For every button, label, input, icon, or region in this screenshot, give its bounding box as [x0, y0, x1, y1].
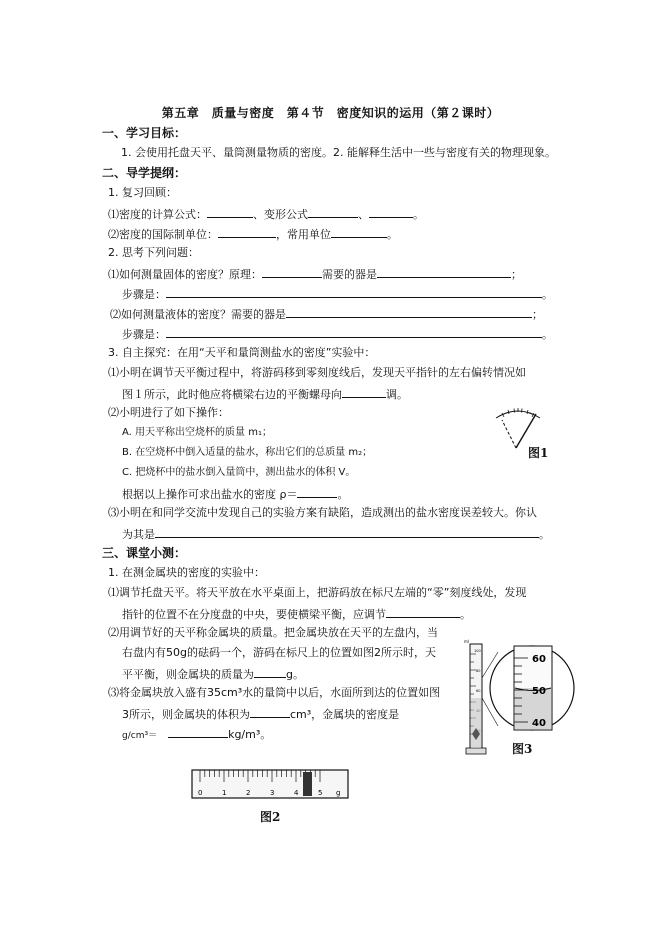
figure-2-caption: 图2 — [260, 810, 281, 824]
ruler-label-g: g — [336, 789, 341, 797]
blank-solid-steps[interactable] — [166, 286, 542, 298]
blank-nut-direction[interactable] — [342, 386, 386, 398]
cyl-mark-50: 50 — [532, 686, 546, 697]
blank-variant-1[interactable] — [308, 206, 358, 218]
pointer-left-dashed — [502, 420, 516, 448]
liquid-density-line: ⑵如何测量液体的密度？需要的器是 ； — [110, 308, 543, 321]
svg-text:60: 60 — [476, 689, 481, 693]
cyl-unit: ml — [464, 639, 470, 644]
figure-3-cylinder-diagram — [462, 638, 582, 756]
explore-1b: 图１所示，此时他应将横梁右边的平衡螺母向 调。 — [122, 388, 408, 401]
figure-2-ruler-diagram — [190, 766, 350, 802]
think-heading: 2. 思考下列问题： — [108, 246, 199, 259]
ruler-label-4: 4 — [294, 789, 299, 797]
section-3-heading: 三、课堂小测： — [102, 546, 187, 560]
section-1-heading: 一、学习目标： — [102, 126, 187, 140]
figure-3-caption: 图3 — [512, 742, 533, 756]
blank-brine-density[interactable] — [297, 486, 337, 498]
review-heading: 1. 复习回顾： — [108, 186, 177, 199]
learning-goals: 1. 会使用托盘天平、量筒测量物质的密度。2. 能解释生活中一些与密度有关的物理现象。 — [121, 146, 556, 159]
operation-b: B. 在空烧杯中倒入适量的盐水，称出它们的总质量 m₂； — [122, 447, 373, 458]
blank-variant-2[interactable] — [369, 206, 413, 218]
blank-density[interactable] — [168, 726, 228, 738]
operation-c: C. 把烧杯中的盐水倒入量筒中，测出盐水的体积 V。 — [122, 467, 356, 478]
quiz-q1-2b: 右盘内有50g的砝码一个，游码在标尺上的位置如图2所示时，天 — [122, 646, 436, 659]
quiz-q1-1a: ⑴调节托盘天平。将天平放在水平桌面上，把游码放在标尺左端的“零”刻度线处，发现 — [108, 586, 527, 599]
explore-3b: 为其是 。 — [122, 528, 550, 541]
quiz-q1: 1. 在测金属块的密度的实验中： — [108, 566, 265, 579]
quiz-q1-3b: 3所示，则金属块的体积为 cm³，金属块的密度是 — [122, 708, 400, 721]
unit-line: ⑵密度的国际制单位： ，常用单位 。 — [108, 228, 398, 241]
ruler-label-0: 0 — [198, 789, 203, 797]
blank-liquid-steps[interactable] — [166, 326, 542, 338]
ruler-label-3: 3 — [270, 789, 275, 797]
blank-si-unit[interactable] — [218, 226, 276, 238]
blank-mass[interactable] — [254, 666, 286, 678]
explore-2: ⑵小明进行了如下操作： — [108, 406, 229, 419]
quiz-q1-1b: 指针的位置不在分度盘的中央，要使横梁平衡，应调节 。 — [122, 608, 471, 621]
quiz-q1-3d: g/cm³＝ kg/m³。 — [122, 728, 272, 741]
ruler-label-1: 1 — [222, 789, 227, 797]
blank-flaw-reason[interactable] — [155, 526, 539, 538]
pointer-needle — [516, 414, 536, 448]
svg-text:80: 80 — [476, 669, 481, 673]
svg-text:100: 100 — [474, 649, 481, 653]
ruler-label-5: 5 — [318, 789, 323, 797]
blank-common-unit[interactable] — [331, 226, 387, 238]
blank-volume[interactable] — [250, 706, 290, 718]
formula-line: ⑴密度的计算公式： 、变形公式 、 。 — [108, 208, 424, 221]
explore-heading: 3. 自主探究：在用“天平和量筒测盐水的密度”实验中： — [108, 346, 376, 359]
cyl-mark-60: 60 — [532, 654, 546, 665]
quiz-q1-2a: ⑵用调节好的天平称金属块的质量。把金属块放在天平的左盘内，当 — [108, 626, 438, 639]
operation-a: A. 用天平称出空烧杯的质量 m₁； — [122, 427, 272, 438]
quiz-q1-3a: ⑶将金属块放入盛有35cm³水的量筒中以后，水面所到达的位置如图 — [108, 686, 441, 699]
section-2-heading: 二、导学提纲： — [102, 166, 187, 180]
blank-adjust[interactable] — [386, 606, 460, 618]
solid-density-line: ⑴如何测量固体的密度？原理： 需要的器是 ； — [108, 268, 522, 281]
density-calc-line: 根据以上操作可求出盐水的密度 ρ＝ 。 — [122, 488, 349, 501]
rider — [303, 772, 312, 796]
quiz-q1-2c: 平平衡，则金属块的质量为 g。 — [122, 668, 304, 681]
cyl-mark-40: 40 — [532, 718, 546, 729]
figure-1-caption: 图1 — [528, 446, 549, 460]
cylinder-base — [466, 748, 486, 754]
explore-1a: ⑴小明在调节天平衡过程中，将游码移到零刻度线后，发现天平指针的左右偏转情况如 — [108, 366, 526, 379]
blank-liquid-tools[interactable] — [286, 306, 532, 318]
page-title: 第五章 质量与密度 第４节 密度知识的运用（第２课时） — [161, 106, 500, 120]
explore-3a: ⑶小明在和同学交流中发现自己的实验方案有缺陷，造成测出的盐水密度误差较大。你认 — [108, 506, 537, 519]
solid-steps-line: 步骤是： 。 — [122, 288, 553, 301]
liquid-steps-line: 步骤是： 。 — [122, 328, 553, 341]
blank-solid-tools[interactable] — [377, 266, 511, 278]
blank-principle[interactable] — [262, 266, 322, 278]
ruler-label-2: 2 — [246, 789, 251, 797]
blank-formula[interactable] — [207, 206, 253, 218]
